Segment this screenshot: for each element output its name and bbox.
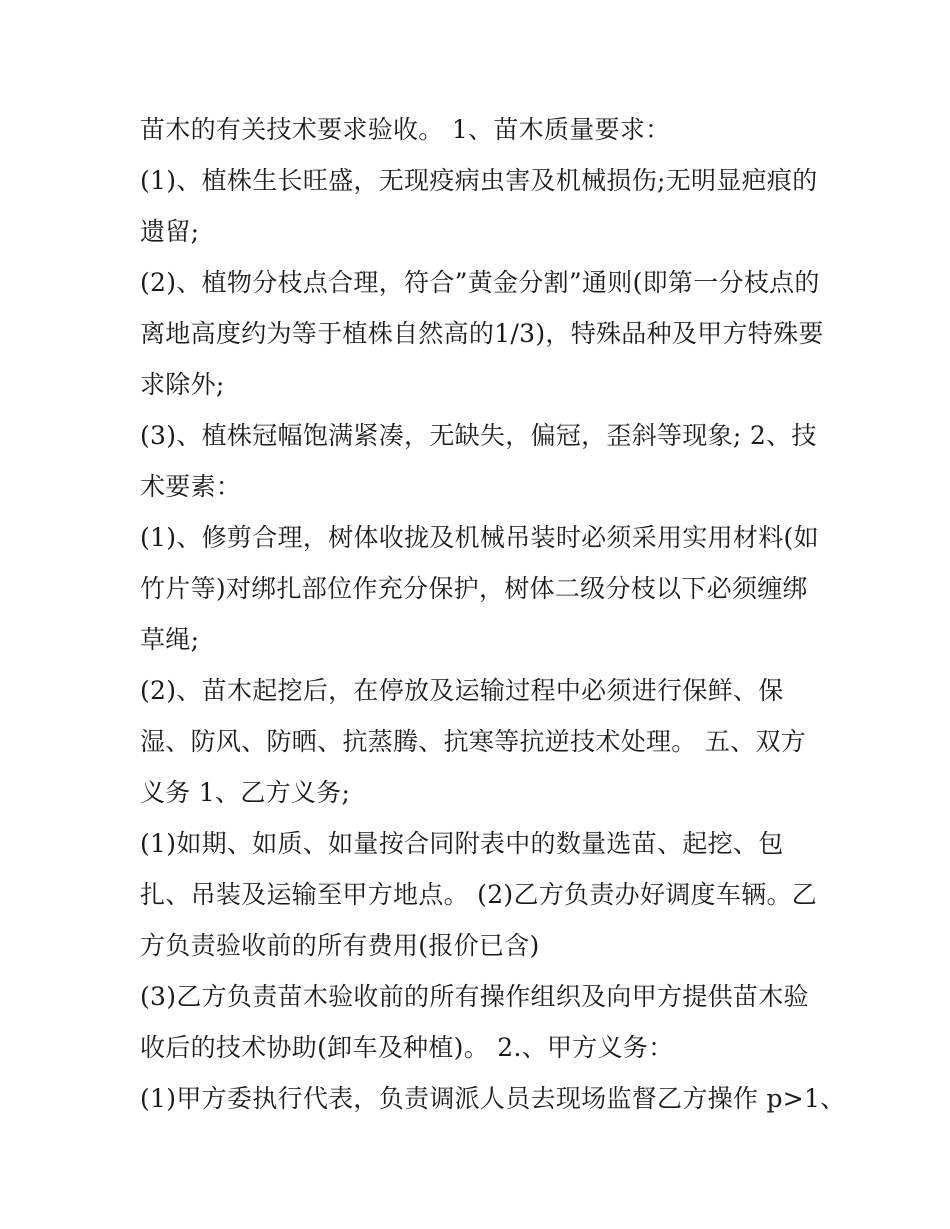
text-line: (2)、苗木起挖后，在停放及运输过程中必须进行保鲜、保 xyxy=(140,676,784,705)
text-line: 草绳; xyxy=(140,625,200,654)
text-line: 离地高度约为等于植株自然高的1/3)，特殊品种及甲方特殊要 xyxy=(140,319,824,348)
text-line: 扎、吊装及运输至甲方地点。 (2)乙方负责办好调度车辆。乙 xyxy=(140,880,818,909)
text-line: (3)、植株冠幅饱满紧凑，无缺失，偏冠，歪斜等现象; 2、技 xyxy=(140,421,817,450)
text-line: (3)乙方负责苗木验收前的所有操作组织及向甲方提供苗木验 xyxy=(140,982,809,1011)
text-line: 义务 1、乙方义务; xyxy=(140,778,351,807)
text-line: (1)甲方委执行代表，负责调派人员去现场监督乙方操作 p>1、 xyxy=(140,1084,846,1113)
text-line: 遗留; xyxy=(140,217,200,246)
text-line: 术要素： xyxy=(140,472,242,501)
text-line: 求除外; xyxy=(140,370,225,399)
text-line: (2)、植物分枝点合理，符合”黄金分割”通则(即第一分枝点的 xyxy=(140,268,820,297)
text-line: 湿、防风、防晒、抗蒸腾、抗寒等抗逆技术处理。 五、双方 xyxy=(140,727,807,756)
text-line: 方负责验收前的所有费用(报价已含) xyxy=(140,931,540,960)
text-line: 苗木的有关技术要求验收。 1、苗木质量要求： xyxy=(140,115,671,144)
text-line: (1)、修剪合理，树体收拢及机械吊装时必须采用实用材料(如 xyxy=(140,523,819,552)
text-line: 竹片等)对绑扎部位作充分保护，树体二级分枝以下必须缠绑 xyxy=(140,574,808,603)
text-line: (1)、植株生长旺盛，无现疫病虫害及机械损伤;无明显疤痕的 xyxy=(140,166,818,195)
text-line: (1)如期、如质、如量按合同附表中的数量选苗、起挖、包 xyxy=(140,829,784,858)
text-line: 收后的技术协助(卸车及种植)。 2.、甲方义务： xyxy=(140,1033,674,1062)
